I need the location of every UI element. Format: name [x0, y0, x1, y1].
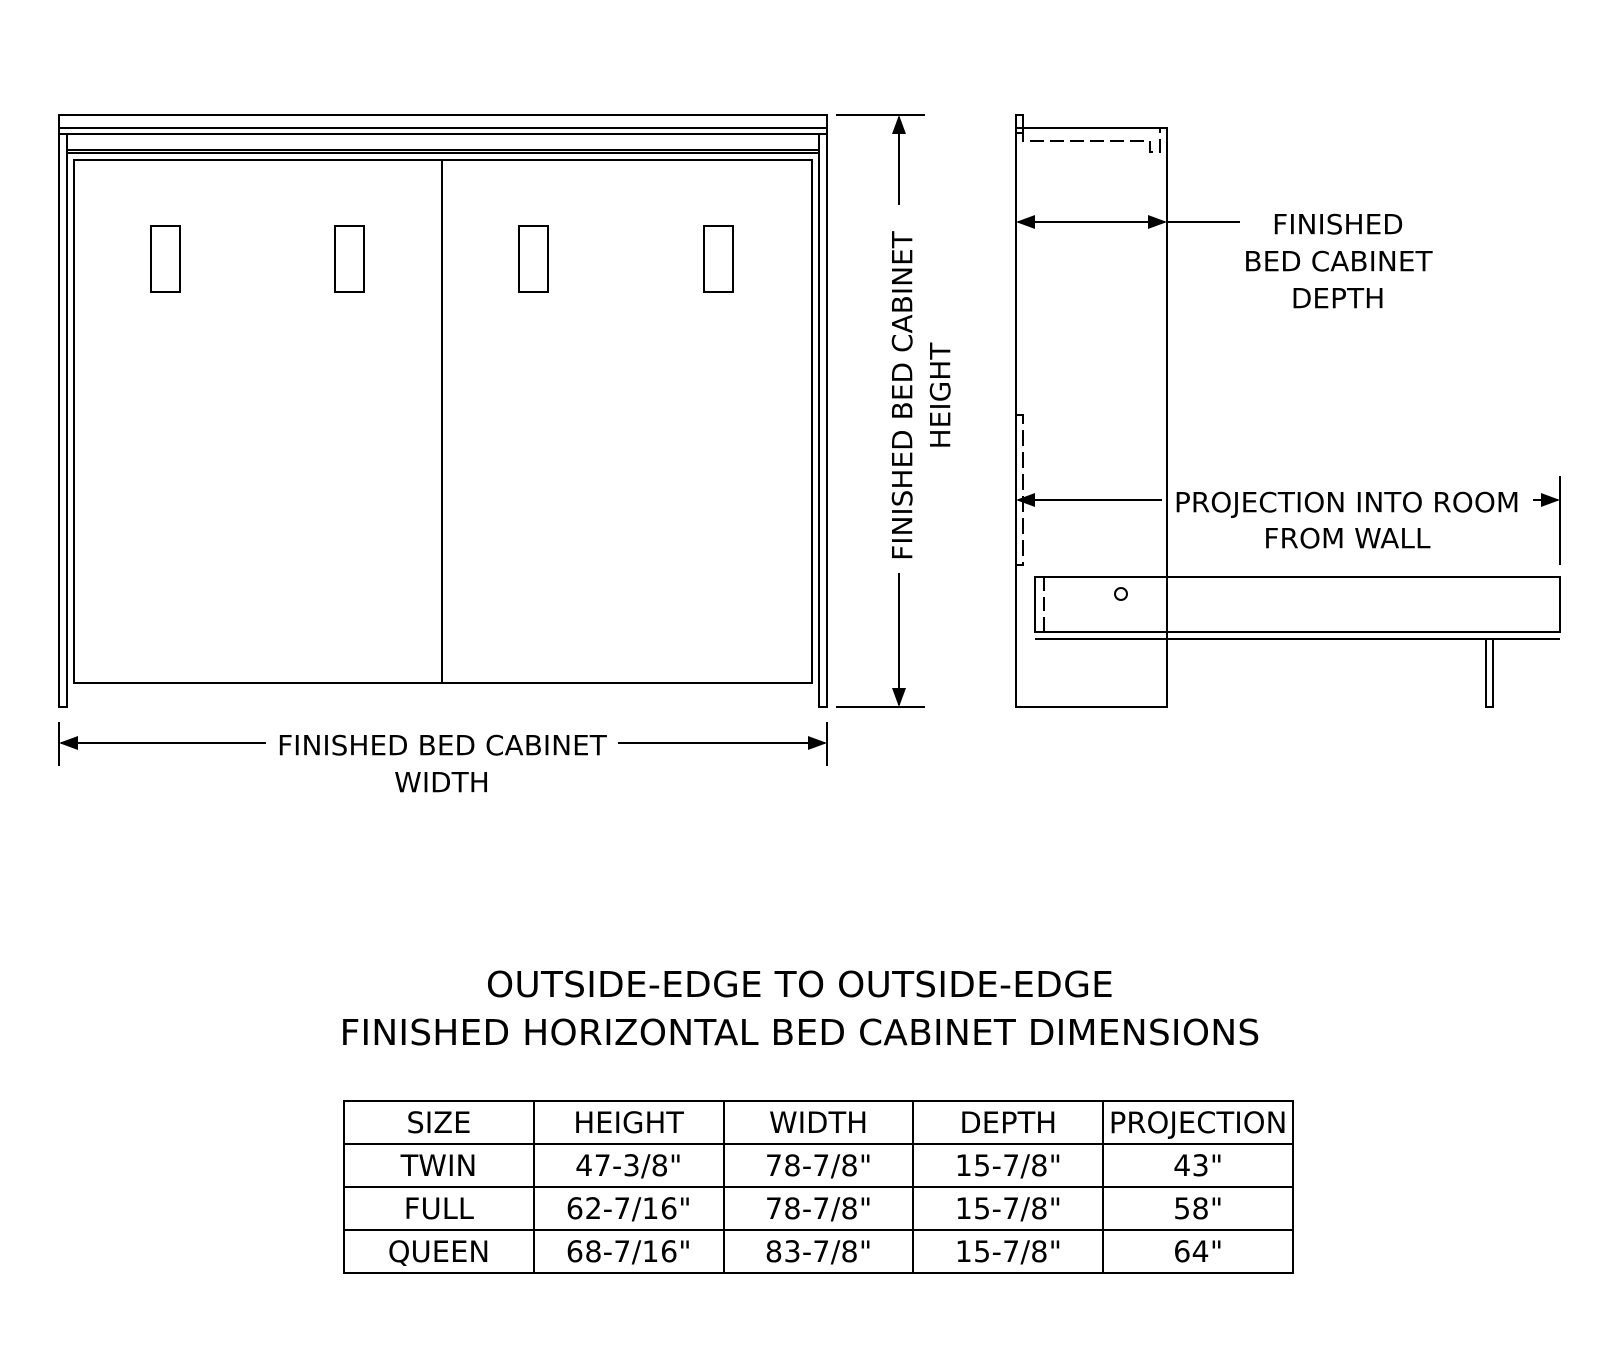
cell-width: 78-7/8" [724, 1187, 914, 1230]
door-handle [335, 226, 364, 292]
hidden-front-edge [1016, 415, 1023, 565]
table-title-line1: OUTSIDE-EDGE TO OUTSIDE-EDGE [485, 965, 1115, 1006]
cell-projection: 58" [1103, 1187, 1293, 1230]
side-view [1016, 115, 1560, 707]
arrowhead-left [1016, 493, 1035, 507]
cabinet-right-side [819, 134, 827, 707]
header-size: SIZE [344, 1101, 534, 1144]
door-handle [519, 226, 548, 292]
right-door-panel [442, 160, 812, 683]
arrowhead-right [1541, 493, 1560, 507]
header-width: WIDTH [724, 1101, 914, 1144]
projection-label-line1: PROJECTION INTO ROOM [1173, 486, 1521, 519]
width-label-line2: WIDTH [394, 766, 490, 799]
depth-label-line2: BED CABINET [1243, 245, 1433, 278]
arrowhead-down [892, 688, 906, 707]
cell-projection: 64" [1103, 1230, 1293, 1273]
height-label-line2: HEIGHT [924, 342, 957, 450]
table-title-line2: FINISHED HORIZONTAL BED CABINET DIMENSIONS [339, 1013, 1261, 1054]
cell-projection: 43" [1103, 1144, 1293, 1187]
cell-size: FULL [344, 1187, 534, 1230]
arrowhead-up [892, 115, 906, 134]
projection-label-line2: FROM WALL [1263, 522, 1431, 555]
cell-width: 78-7/8" [724, 1144, 914, 1187]
cell-depth: 15-7/8" [913, 1187, 1103, 1230]
side-top-cap [1016, 115, 1023, 133]
table-header-row [344, 1101, 1293, 1144]
header-height: HEIGHT [534, 1101, 724, 1144]
cell-depth: 15-7/8" [913, 1230, 1103, 1273]
header-depth: DEPTH [913, 1101, 1103, 1144]
side-cabinet-body [1016, 128, 1167, 707]
header-projection: PROJECTION [1103, 1101, 1293, 1144]
door-handle [704, 226, 733, 292]
depth-label-line3: DEPTH [1290, 282, 1386, 315]
arrowhead-right [808, 736, 827, 750]
bed-leg [1486, 639, 1493, 707]
table-row [344, 1144, 1293, 1187]
cabinet-inner-frame [67, 150, 819, 153]
table-row [344, 1230, 1293, 1273]
dimensions-table [343, 1100, 1294, 1274]
arrowhead-left [1016, 215, 1035, 229]
front-view [59, 115, 827, 707]
table-row [344, 1187, 1293, 1230]
cell-height: 68-7/16" [534, 1230, 724, 1273]
depth-label-line1: FINISHED [1272, 208, 1404, 241]
pivot-point [1115, 588, 1127, 600]
hidden-top-edge [1023, 128, 1160, 152]
left-door-panel [74, 160, 442, 683]
door-handle [151, 226, 180, 292]
height-label-line1: FINISHED BED CABINET [886, 231, 919, 561]
cabinet-top-strip [59, 128, 827, 134]
cell-width: 83-7/8" [724, 1230, 914, 1273]
cell-depth: 15-7/8" [913, 1144, 1103, 1187]
cell-size: QUEEN [344, 1230, 534, 1273]
bed-platform [1035, 577, 1560, 632]
cell-height: 47-3/8" [534, 1144, 724, 1187]
cell-height: 62-7/16" [534, 1187, 724, 1230]
cabinet-left-side [59, 134, 67, 707]
width-label-line1: FINISHED BED CABINET [277, 729, 607, 762]
cell-size: TWIN [344, 1144, 534, 1187]
arrowhead-right [1148, 215, 1167, 229]
arrowhead-left [59, 736, 78, 750]
cabinet-top-cap [59, 115, 827, 128]
